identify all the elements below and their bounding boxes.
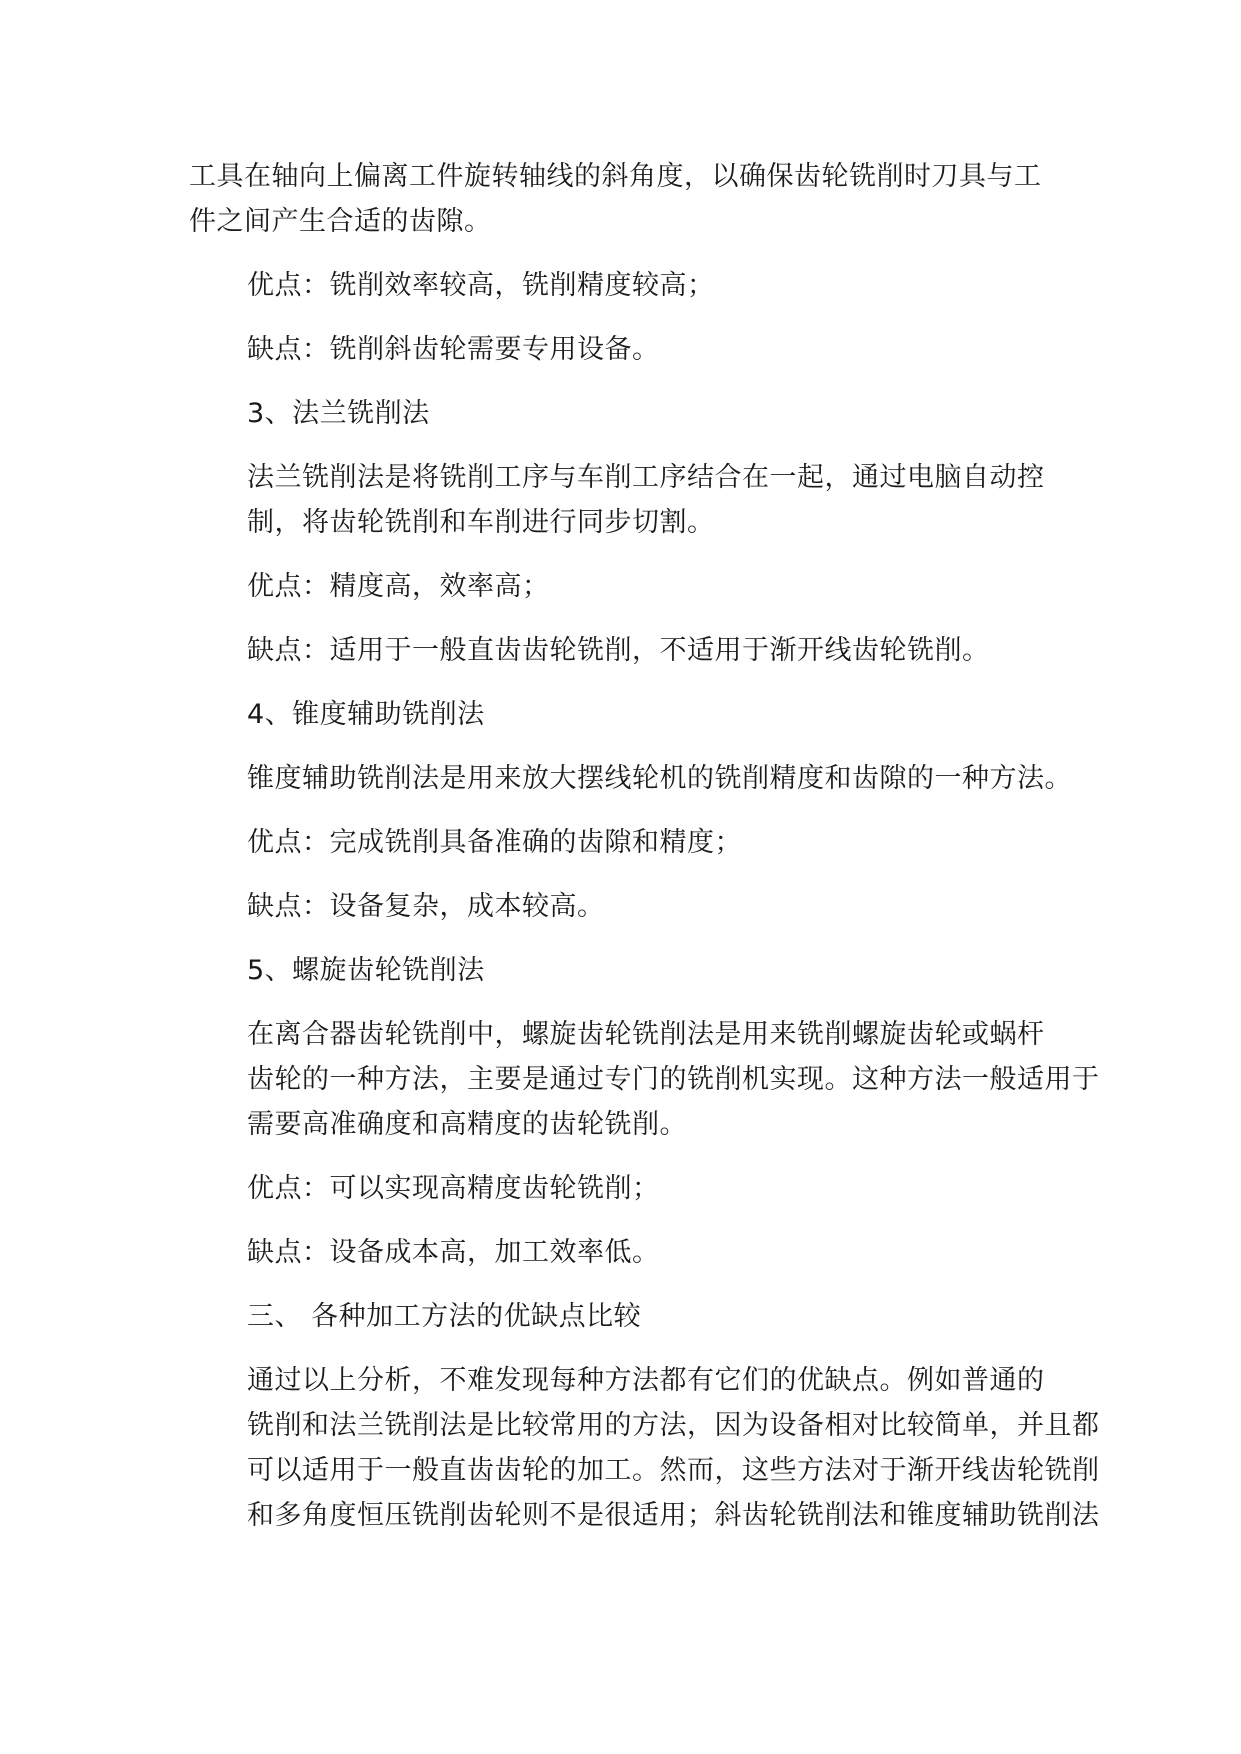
- text-line: 三、 各种加工方法的优缺点比较: [247, 1301, 642, 1332]
- text-line: 缺点：适用于一般直齿齿轮铣削，不适用于渐开线齿轮铣削。: [247, 635, 990, 666]
- paragraph: [189, 948, 1059, 993]
- paragraph: [189, 564, 1059, 609]
- text-line: 铣削和法兰铣削法是比较常用的方法，因为设备相对比较简单，并且都: [247, 1410, 1100, 1441]
- paragraph: [189, 756, 1072, 801]
- text-line: 在离合器齿轮铣削中，螺旋齿轮铣削法是用来铣削螺旋齿轮或蜗杆: [247, 1019, 1045, 1050]
- paragraph: [189, 1012, 1100, 1147]
- paragraph: [189, 1358, 1100, 1538]
- text-line: 4、锥度辅助铣削法: [247, 699, 485, 730]
- text-line: 优点：铣削效率较高，铣削精度较高；: [247, 270, 715, 301]
- text-line: 需要高准确度和高精度的齿轮铣削。: [247, 1109, 687, 1140]
- text-line: 缺点：铣削斜齿轮需要专用设备。: [247, 334, 660, 365]
- text-line: 制，将齿轮铣削和车削进行同步切割。: [247, 507, 715, 538]
- text-line: 优点：可以实现高精度齿轮铣削；: [247, 1173, 660, 1204]
- paragraph: [189, 327, 1059, 372]
- text-line: 优点：完成铣削具备准确的齿隙和精度；: [247, 827, 742, 858]
- paragraph: [189, 154, 1059, 244]
- paragraph: [189, 391, 1059, 436]
- text-line: 缺点：设备复杂，成本较高。: [247, 891, 605, 922]
- text-line: 3、法兰铣削法: [247, 398, 430, 429]
- paragraph: [189, 263, 1059, 308]
- text-line: 锥度辅助铣削法是用来放大摆线轮机的铣削精度和齿隙的一种方法。: [247, 763, 1072, 794]
- text-line: 工具在轴向上偏离工件旋转轴线的斜角度，以确保齿轮铣削时刀具与工: [189, 161, 1042, 192]
- paragraph: [189, 455, 1059, 545]
- text-line: 优点：精度高，效率高；: [247, 571, 550, 602]
- text-line: 通过以上分析，不难发现每种方法都有它们的优缺点。例如普通的: [247, 1365, 1045, 1396]
- paragraph: [189, 628, 1059, 673]
- text-line: 缺点：设备成本高，加工效率低。: [247, 1237, 660, 1268]
- text-line: 和多角度恒压铣削齿轮则不是很适用；斜齿轮铣削法和锥度辅助铣削法: [247, 1500, 1100, 1531]
- text-line: 可以适用于一般直齿齿轮的加工。然而，这些方法对于渐开线齿轮铣削: [247, 1455, 1100, 1486]
- paragraph: [189, 1230, 1059, 1275]
- paragraph: [189, 1294, 1059, 1339]
- paragraph: [189, 692, 1059, 737]
- paragraph: [189, 820, 1059, 865]
- document-body: [189, 154, 1100, 1557]
- text-line: 法兰铣削法是将铣削工序与车削工序结合在一起，通过电脑自动控: [247, 462, 1045, 493]
- text-line: 5、螺旋齿轮铣削法: [247, 955, 485, 986]
- paragraph: [189, 884, 1059, 929]
- paragraph: [189, 1166, 1059, 1211]
- text-line: 件之间产生合适的齿隙。: [189, 206, 492, 237]
- text-line: 齿轮的一种方法，主要是通过专门的铣削机实现。这种方法一般适用于: [247, 1064, 1100, 1095]
